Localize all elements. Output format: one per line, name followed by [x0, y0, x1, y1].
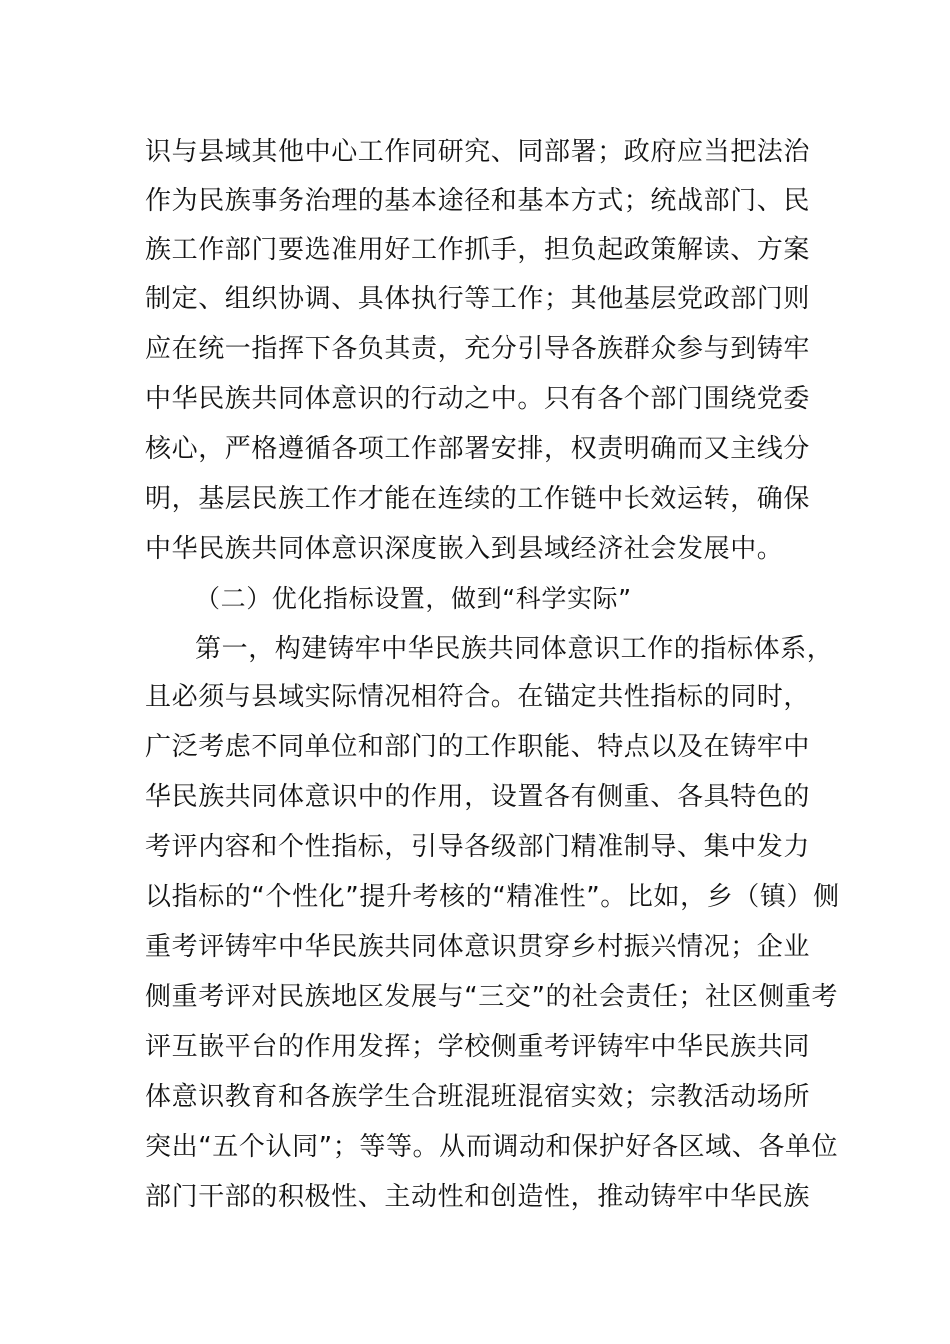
paragraph-2-line-5: 考评内容和个性指标，引导各级部门精准制导、集中发力: [145, 832, 811, 862]
paragraph-2-line-4: 华民族共同体意识中的作用，设置各有侧重、各具特色的: [145, 782, 811, 812]
paragraph-1-line-1: 识与县域其他中心工作同研究、同部署；政府应当把法治: [145, 137, 811, 167]
section-heading: （二）优化指标设置，做到“科学实际”: [195, 584, 632, 613]
paragraph-2-line-3: 广泛考虑不同单位和部门的工作职能、特点以及在铸牢中: [145, 732, 811, 762]
paragraph-1-line-5: 应在统一指挥下各负其责，充分引导各族群众参与到铸牢: [145, 334, 811, 364]
paragraph-1-line-4: 制定、组织协调、具体执行等工作；其他基层党政部门则: [145, 284, 811, 314]
paragraph-2-line-7: 重考评铸牢中华民族共同体意识贯穿乡村振兴情况；企业: [145, 932, 811, 962]
paragraph-2-line-10: 体意识教育和各族学生合班混班混宿实效；宗教活动场所: [145, 1082, 811, 1112]
paragraph-1-line-6: 中华民族共同体意识的行动之中。只有各个部门围绕党委: [145, 384, 811, 414]
paragraph-2-line-11: 突出“五个认同”；等等。从而调动和保护好各区域、各单位: [145, 1132, 839, 1162]
paragraph-2-line-2: 且必须与县域实际情况相符合。在锚定共性指标的同时，: [145, 682, 811, 712]
paragraph-1-line-2: 作为民族事务治理的基本途径和基本方式；统战部门、民: [145, 186, 811, 216]
paragraph-1-line-7: 核心，严格遵循各项工作部署安排，权责明确而又主线分: [145, 434, 811, 464]
paragraph-2-line-1: 第一，构建铸牢中华民族共同体意识工作的指标体系，: [195, 634, 834, 664]
paragraph-2-line-6: 以指标的“个性化”提升考核的“精准性”。比如，乡（镇）侧: [145, 882, 840, 912]
paragraph-1-line-8: 明，基层民族工作才能在连续的工作链中长效运转，确保: [145, 484, 811, 514]
paragraph-2-line-9: 评互嵌平台的作用发挥；学校侧重考评铸牢中华民族共同: [145, 1032, 811, 1062]
paragraph-1-line-3: 族工作部门要选准用好工作抓手，担负起政策解读、方案: [145, 235, 811, 265]
paragraph-1-line-9: 中华民族共同体意识深度嵌入到县域经济社会发展中。: [145, 534, 784, 564]
paragraph-2-line-12: 部门干部的积极性、主动性和创造性，推动铸牢中华民族: [145, 1182, 811, 1212]
paragraph-2-line-8: 侧重考评对民族地区发展与“三交”的社会责任；社区侧重考: [145, 982, 839, 1012]
